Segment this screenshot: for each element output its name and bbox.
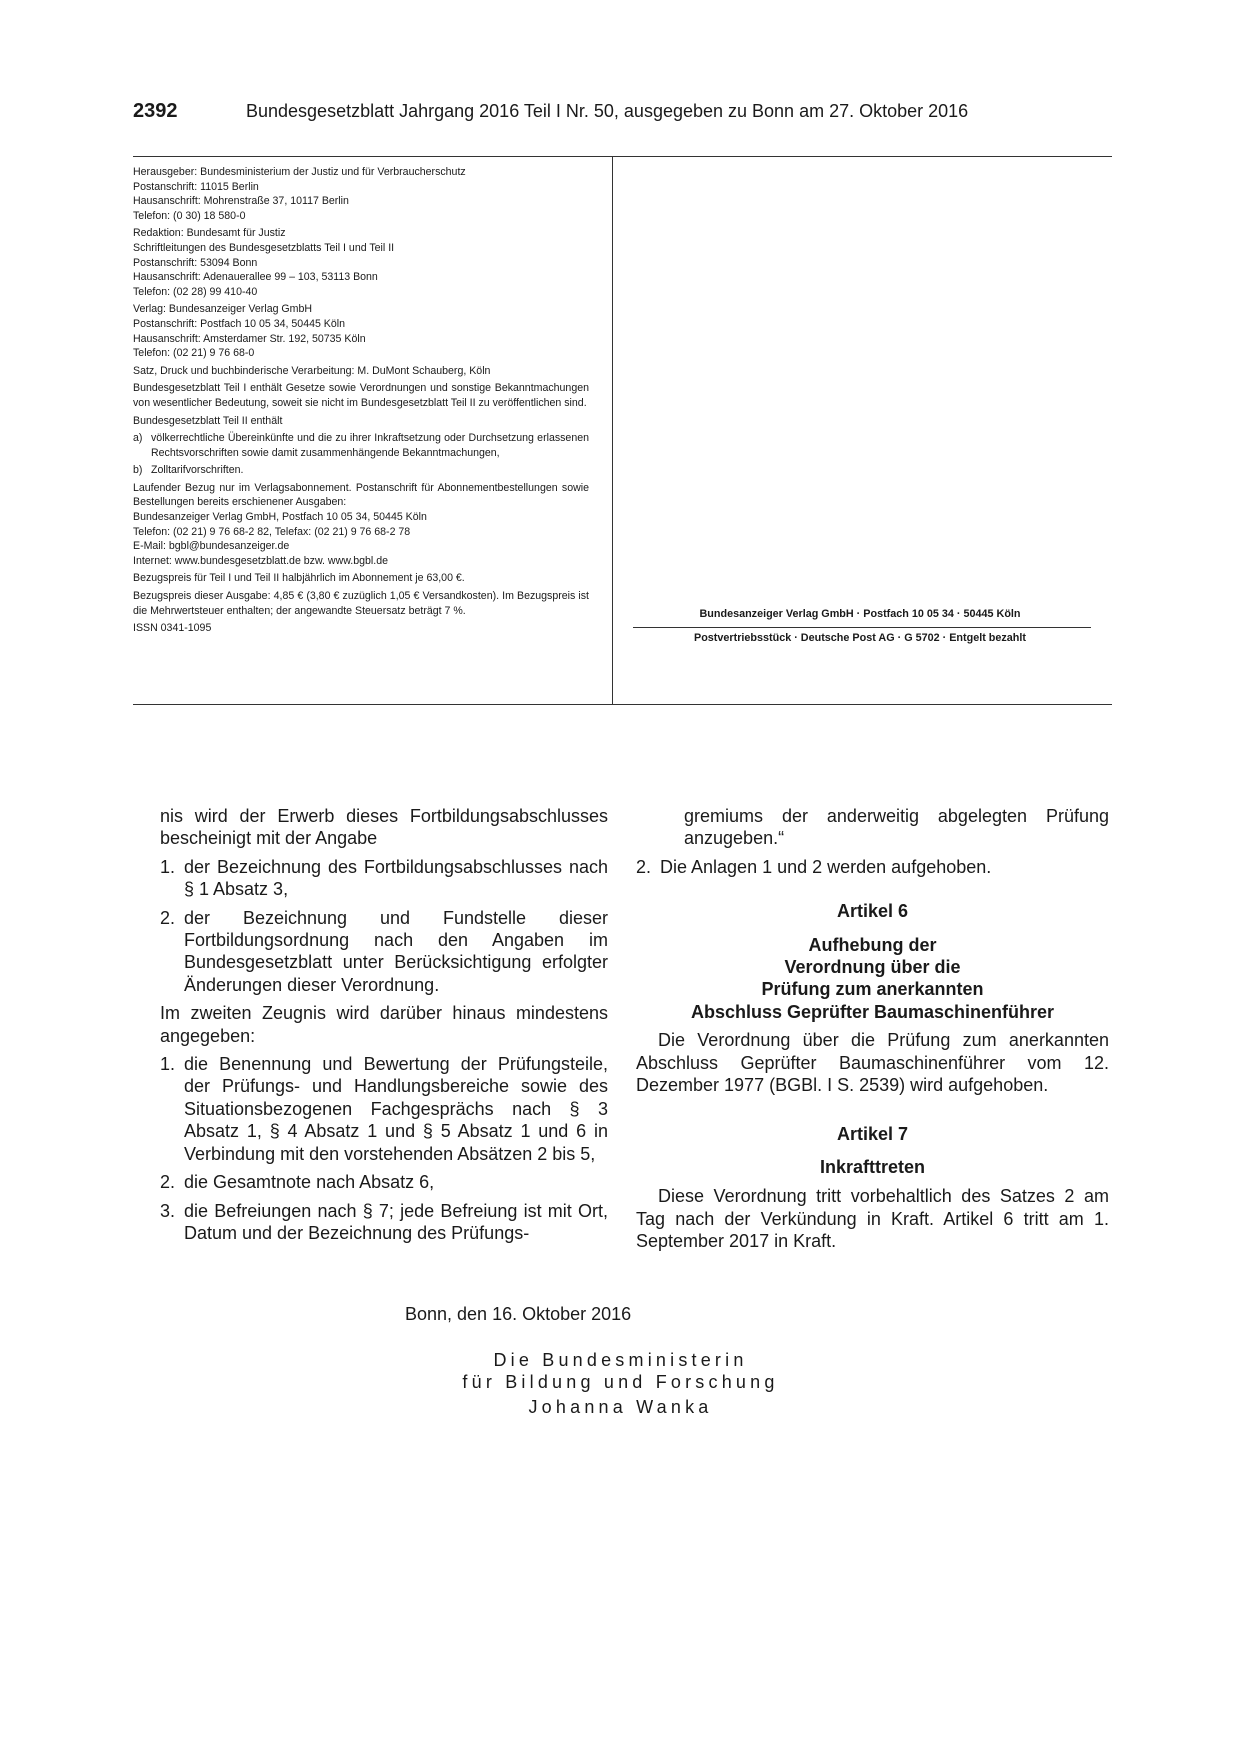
list-item <box>160 907 608 997</box>
imprint-line: Telefon: (02 21) 9 76 68-2 82, Telefax: (02 21) 9 76 68-2 78 <box>133 525 411 538</box>
list-text: völkerrechtliche Übereinkünfte und die zu ihrer Inkraftsetzung oder Durchsetzung erlassenen Rechtsvorschriften sowie damit zusammenhängende Bekanntmachungen, <box>151 432 589 459</box>
running-header: Bundesgesetzblatt Jahrgang 2016 Teil I Nr. 50, ausgegeben zu Bonn am 27. Oktober 2016 <box>246 101 969 121</box>
imprint-line: Telefon: (02 28) 99 410-40 <box>133 285 258 298</box>
list-text: die Benennung und Bewertung der Prüfungsteile, der Prüfungs- und Handlungsbereiche sowie des Situationsbezogenen Fachgesprächs nach § 3 Absatz 1, § 4 Absatz 1 und § 5 Absatz 1 und 6 in Verbindung mit den vorstehenden Absätzen 2 bis 5, <box>184 1054 608 1164</box>
postal-address: Bundesanzeiger Verlag GmbH · Postfach 10 05 34 · 50445 Köln <box>699 608 1021 620</box>
imprint-email: E-Mail: bgbl@bundesanzeiger.de <box>133 540 290 553</box>
article-6-number: Artikel 6 <box>836 901 909 922</box>
article-title-line: Prüfung zum anerkannten <box>761 979 984 1000</box>
article-title-line: Verordnung über die <box>784 957 961 978</box>
list-marker: 3. <box>160 1200 176 1221</box>
postal-mark: Postvertriebsstück · Deutsche Post AG · G 5702 · Entgelt bezahlt <box>694 632 1026 644</box>
paragraph: nis wird der Erwerb dieses Fortbildungsabschlusses bescheinigt mit der Angabe <box>160 806 608 849</box>
imprint-line: Herausgeber: Bundesministerium der Justiz und für Verbraucherschutz <box>133 166 466 178</box>
imprint-price-subscription: Bezugspreis für Teil I und Teil II halbjährlich im Abonnement je 63,00 €. <box>133 572 465 585</box>
article-6-title <box>636 934 1109 1024</box>
list-text: die Befreiungen nach § 7; jede Befreiung ist mit Ort, Datum und der Bezeichnung des Prüfungs- <box>184 1200 608 1243</box>
imprint-issn: ISSN 0341-1095 <box>133 622 212 635</box>
imprint-line: Postanschrift: 11015 Berlin <box>133 180 259 193</box>
list-marker: 1. <box>160 856 176 877</box>
imprint-editorial <box>133 226 589 299</box>
imprint-price-issue: Bezugspreis dieser Ausgabe: 4,85 € (3,80 € zuzüglich 1,05 € Versandkosten). Im Bezugspreis ist die Mehrwertsteuer enthalten; der angewandte Steuersatz beträgt 7 %. <box>133 590 589 617</box>
imprint <box>133 165 589 639</box>
left-column <box>160 805 608 1250</box>
article-6-text: Die Verordnung über die Prüfung zum anerkannten Abschluss Geprüfter Baumaschinenführer vom 12. Dezember 1977 (BGBl. I S. 2539) wird aufgehoben. <box>636 1030 1109 1096</box>
imprint-subscription-text: Laufender Bezug nur im Verlagsabonnement. Postanschrift für Abonnementbestellungen sowie Bestellungen bereits erschienener Ausgaben: <box>133 481 589 509</box>
page-number: 2392 <box>133 100 178 122</box>
list-marker: 2. <box>160 1172 176 1193</box>
imprint-print: Satz, Druck und buchbinderische Verarbeitung: M. DuMont Schauberg, Köln <box>133 364 491 377</box>
list-item <box>160 1200 608 1245</box>
imprint-teil1-note: Bundesgesetzblatt Teil I enthält Gesetze sowie Verordnungen und sonstige Bekanntmachungen von wesentlicher Bedeutung, soweit sie nicht im Bundesgesetzblatt Teil II zu veröffentlichen sind. <box>133 382 589 409</box>
list-text: der Bezeichnung des Fortbildungsabschlusses nach § 1 Absatz 3, <box>184 856 608 900</box>
signature-title: Die Bundesministerin <box>493 1350 748 1370</box>
article-7-text: Diese Verordnung tritt vorbehaltlich des Satzes 2 am Tag nach der Verkündung in Kraft. Artikel 6 tritt am 1. September 2017 in Kraft. <box>636 1186 1109 1252</box>
signature-ministry: für Bildung und Forschung <box>462 1372 779 1392</box>
list-text: die Gesamtnote nach Absatz 6, <box>184 1172 435 1193</box>
imprint-teil2-item <box>133 431 589 460</box>
list-marker: b) <box>133 464 143 477</box>
imprint-bottom-rule <box>133 704 1112 705</box>
article-7-title: Inkrafttreten <box>819 1156 926 1177</box>
imprint-line: Hausanschrift: Adenauerallee 99 – 103, 53113 Bonn <box>133 271 378 284</box>
imprint-internet: Internet: www.bundesgesetzblatt.de bzw. www.bgbl.de <box>133 554 388 567</box>
list-item <box>160 856 608 901</box>
list-text: Die Anlagen 1 und 2 werden aufgehoben. <box>660 856 992 877</box>
imprint-verlag <box>133 302 589 360</box>
list-marker: 2. <box>636 856 652 877</box>
list-continuation: gremiums der anderweitig abgelegten Prüfung anzugeben.“ <box>684 806 1109 849</box>
list-marker: 1. <box>160 1054 176 1075</box>
imprint-line: Redaktion: Bundesamt für Justiz <box>133 227 286 240</box>
imprint-line: Hausanschrift: Mohrenstraße 37, 10117 Berlin <box>133 195 349 208</box>
signature-date: Bonn, den 16. Oktober 2016 <box>405 1304 632 1324</box>
imprint-publisher <box>133 165 589 223</box>
article-title-line: Abschluss Geprüfter Baumaschinenführer <box>690 1001 1055 1022</box>
imprint-teil2-item <box>133 463 589 478</box>
imprint-line: Verlag: Bundesanzeiger Verlag GmbH <box>133 303 313 316</box>
list-text: der Bezeichnung und Fundstelle dieser Fortbildungsordnung nach den Angaben im Bundesgesetzblatt unter Berücksichtigung erfolgter Änderungen dieser Verordnung. <box>184 907 608 995</box>
imprint-top-rule <box>133 156 1112 157</box>
list-item <box>160 1171 608 1193</box>
list-item <box>636 856 1109 878</box>
signature-name: Johanna Wanka <box>528 1397 713 1417</box>
imprint-divider <box>612 156 613 704</box>
postal-separator <box>633 627 1091 628</box>
imprint-line: Postanschrift: 53094 Bonn <box>133 256 258 269</box>
list-item <box>160 1053 608 1165</box>
imprint-line: Schriftleitungen des Bundesgesetzblatts Teil I und Teil II <box>133 241 395 254</box>
imprint-line: Telefon: (02 21) 9 76 68-0 <box>133 347 255 360</box>
imprint-teil2-intro: Bundesgesetzblatt Teil II enthält <box>133 414 283 427</box>
list-marker: a) <box>133 432 143 445</box>
imprint-line: Hausanschrift: Amsterdamer Str. 192, 50735 Köln <box>133 332 366 345</box>
list-text: Zolltarifvorschriften. <box>151 464 244 477</box>
article-title-line: Aufhebung der <box>808 934 937 955</box>
right-column <box>636 805 1109 1259</box>
paragraph: Im zweiten Zeugnis wird darüber hinaus mindestens angegeben: <box>160 1003 608 1046</box>
imprint-subscription <box>133 481 589 569</box>
imprint-line: Bundesanzeiger Verlag GmbH, Postfach 10 05 34, 50445 Köln <box>133 511 427 524</box>
article-7-number: Artikel 7 <box>836 1124 909 1145</box>
imprint-line: Postanschrift: Postfach 10 05 34, 50445 Köln <box>133 317 346 330</box>
imprint-line: Telefon: (0 30) 18 580-0 <box>133 209 246 222</box>
list-marker: 2. <box>160 907 176 928</box>
